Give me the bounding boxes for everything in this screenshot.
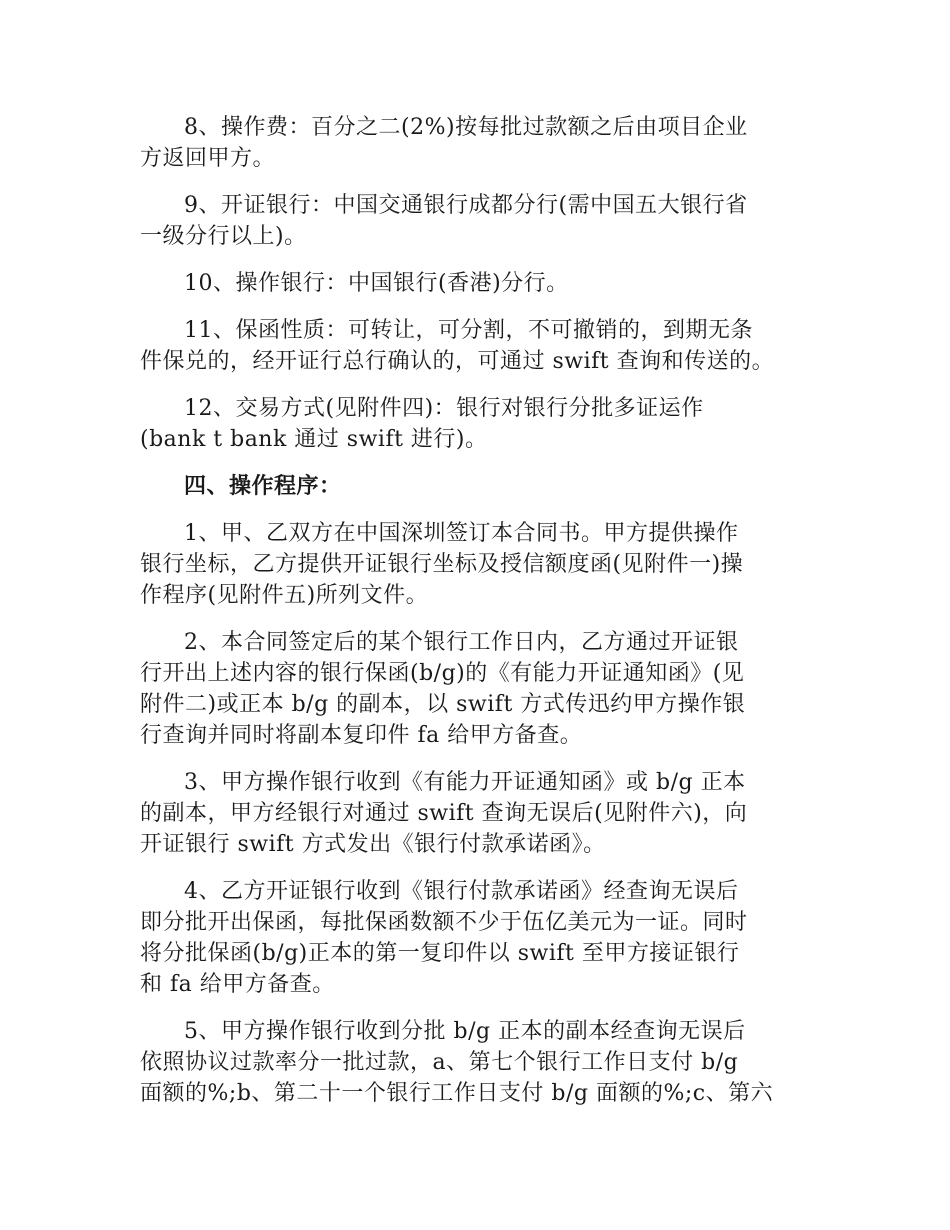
clause-9 — [140, 190, 830, 252]
procedure-2-line-3: 附件二)或正本 b/g 的副本，以 swift 方式传迅约甲方操作银 — [140, 692, 746, 717]
procedure-3-line-2: 的副本，甲方经银行对通过 swift 查询无误后(见附件六)，向 — [140, 801, 748, 826]
procedure-2-line-4: 行查询并同时将副本复印件 fa 给甲方备查。 — [140, 723, 583, 748]
procedure-1 — [140, 518, 830, 611]
procedure-4-line-2: 即分批开出保函，每批保函数额不少于伍亿美元为一证。同时 — [140, 910, 748, 935]
procedure-5-line-3: 面额的%;b、第二十一个银行工作日支付 b/g 面额的%;c、第六 — [140, 1081, 774, 1106]
procedure-5-line-2: 依照协议过款率分一批过款，a、第七个银行工作日支付 b/g — [140, 1050, 739, 1075]
procedure-4-line-3: 将分批保函(b/g)正本的第一复印件以 swift 至甲方接证银行 — [140, 941, 740, 966]
procedure-4-line-4: 和 fa 给甲方备查。 — [140, 972, 335, 997]
clause-9-line-2: 一级分行以上)。 — [140, 224, 307, 249]
procedure-3 — [140, 767, 830, 860]
clause-11-line-2: 件保兑的，经开证行总行确认的，可通过 swift 查询和传送的。 — [140, 349, 775, 374]
clause-11 — [140, 315, 830, 377]
document-page — [140, 112, 830, 1125]
clause-12-line-2: (bank t bank 通过 swift 进行)。 — [140, 427, 488, 452]
procedure-3-line-1: 3、甲方操作银行收到《有能力开证通知函》或 b/g 正本 — [184, 770, 746, 795]
clause-12-line-1: 12、交易方式(见附件四)：银行对银行分批多证运作 — [184, 396, 704, 421]
clause-8-line-1: 8、操作费：百分之二(2%)按每批过款额之后由项目企业 — [184, 115, 748, 140]
procedure-5-line-1: 5、甲方操作银行收到分批 b/g 正本的副本经查询无误后 — [184, 1019, 746, 1044]
clause-10 — [140, 268, 830, 299]
procedure-2-line-2: 行开出上述内容的银行保函(b/g)的《有能力开证通知函》(见 — [140, 661, 745, 686]
procedure-3-line-3: 开证银行 swift 方式发出《银行付款承诺函》。 — [140, 832, 606, 857]
procedure-2 — [140, 627, 830, 751]
clause-8-line-2: 方返回甲方。 — [140, 146, 276, 171]
section-heading: 四、操作程序： — [184, 474, 342, 499]
procedure-1-line-1: 1、甲、乙双方在中国深圳签订本合同书。甲方提供操作 — [184, 521, 739, 546]
clause-12 — [140, 393, 830, 455]
clause-10-line-1: 10、操作银行：中国银行(香港)分行。 — [184, 271, 569, 296]
procedure-4-line-1: 4、乙方开证银行收到《银行付款承诺函》经查询无误后 — [184, 879, 739, 904]
clause-9-line-1: 9、开证银行：中国交通银行成都分行(需中国五大银行省 — [184, 193, 748, 218]
procedure-4 — [140, 876, 830, 1000]
clause-11-line-1: 11、保函性质：可转让，可分割，不可撤销的，到期无条 — [184, 318, 753, 343]
procedure-5 — [140, 1016, 830, 1109]
procedure-1-line-2: 银行坐标，乙方提供开证银行坐标及授信额度函(见附件一)操 — [140, 552, 744, 577]
procedure-2-line-1: 2、本合同签定后的某个银行工作日内，乙方通过开证银 — [184, 630, 739, 655]
clause-8 — [140, 112, 830, 174]
procedure-1-line-3: 作程序(见附件五)所列文件。 — [140, 583, 429, 608]
